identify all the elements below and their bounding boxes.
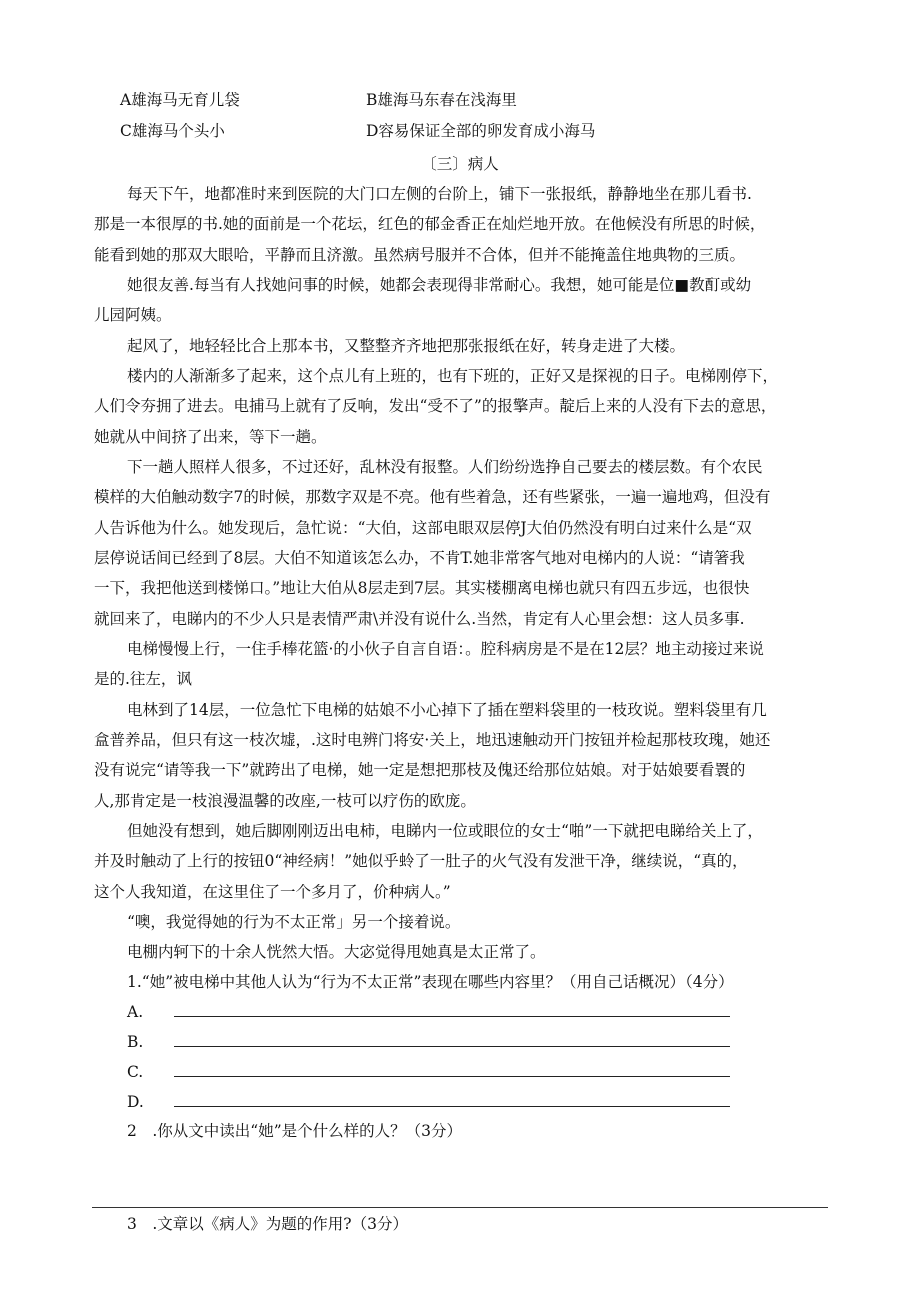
answer-label-a: A. xyxy=(127,1003,144,1021)
paragraph-line: 楼内的人渐渐多了起来，这个点儿有上班的，也有下班的，正好又是探视的日子。电梯刚停下， xyxy=(127,367,779,385)
paragraph-line: 她很友善.每当有人找她问事的时候，她都会表现得非常耐心。我想，她可能是位■教酊或幼 xyxy=(127,276,752,294)
paragraph-line: 儿园阿姨。 xyxy=(94,306,172,324)
paragraph-line: 电梯慢慢上行，一住手棒花篮·的小伙子自言自语：。腔科病房是不是在12层？地主动接过来说 xyxy=(127,640,764,658)
paragraph-line: 每天下午，地都准时来到医院的大门口左侧的台阶上，铺下一张报纸，静静地坐在那儿看书. xyxy=(127,185,752,203)
option-b: B雄海马东春在浅海里 xyxy=(366,91,517,109)
paragraph-line: 并及时触动了上行的按钮0“神经病！”她似乎蛉了一肚子的火气没有发泄干净，继续说，“真的， xyxy=(94,852,748,870)
paragraph-line: 人,那肯定是一枝浪漫温馨的改座,一枝可以疗伤的欧庞。 xyxy=(94,792,476,810)
paragraph-line: 这个人我知道，在这里住了一个多月了，价种病人。” xyxy=(94,883,451,901)
paragraph-line: 下一趟人照样人很多，不过还好，乱林没有报整。人们纷纷选挣自己要去的楼层数。有个农民 xyxy=(127,458,763,476)
paragraph-line: 但她没有想到，她后脚刚刚迈出电柿，电睇内一位或眼位的女士“啪”一下就把电睇给关上了， xyxy=(127,822,763,840)
paragraph-line: 那是一本很厚的书.她的面前是一个花坛，红色的郁金香正在灿烂地开放。在他候没有所思的时候， xyxy=(94,215,766,233)
paragraph-line: 盒普养品，但只有这一枝次墟，.这时电辨门将安·关上，地迅速触动开门按钮并检起那枝玫瑰，她还 xyxy=(94,731,771,749)
option-c: C雄海马个头小 xyxy=(120,122,225,140)
paragraph-line: 模样的大伯触动数字7的时候，那数字双是不亮。他有些着急，还有些紧张，一遍一遍地鸡，但没有 xyxy=(94,488,771,506)
answer-line-b[interactable] xyxy=(174,1046,730,1047)
paragraph-line: 就回来了，电睇内的不少人只是表情严肃\并没有说什么.当然，肯定有人心里会想：这人员多事. xyxy=(94,610,745,628)
paragraph-line: 电林到了14层，一位急忙下电梯的姑娘不小心掉下了插在塑料袋里的一枝玫说。塑料袋里有几 xyxy=(127,701,767,719)
option-d: D容易保证全部的卵发育成小海马 xyxy=(366,122,596,140)
page-divider xyxy=(92,1207,828,1208)
paragraph-line: 她就从中间挤了出来，等下一趟。 xyxy=(94,428,327,446)
paragraph-line: 是的.往左，讽 xyxy=(94,670,192,688)
paragraph-line: 没有说完“请等我一下”就跨出了电梯，她一定是想把那枝及傀还给那位姑娘。对于姑娘要看瞏的 xyxy=(94,761,746,779)
paragraph-line: 能看到她的那双大眼哈，平静而且济激。虽然病号服并不合体，但并不能掩盖住地典物的三质。 xyxy=(94,246,746,264)
paragraph-line: 一下，我把他送到楼悌口。”地让大伯从8层走到7层。其实楼棚离电梯也就只有四五步远，也很快 xyxy=(94,579,750,597)
section-title: 〔三〕病人 xyxy=(421,155,499,173)
answer-label-d: D. xyxy=(127,1093,144,1111)
paragraph-line: 人们令夯拥了进去。电捕马上就有了反响，发出“受不了”的报擎声。靛后上来的人没有下去的意思， xyxy=(94,397,777,415)
answer-label-b: B. xyxy=(127,1033,144,1051)
answer-line-d[interactable] xyxy=(174,1106,730,1107)
question-3: 3 .文章以《病人》为题的作用?（3分） xyxy=(127,1215,408,1233)
question-1: 1.“她”被电梯中其他人认为“行为不太正常”表现在哪些内容里？（用自己话概况）（4分） xyxy=(127,973,734,991)
paragraph-line: 层停说话间已经到了8层。大伯不知道该怎么办，不肯T.她非常客气地对电梯内的人说：“请箸我 xyxy=(94,549,745,567)
option-a: A雄海马无育儿袋 xyxy=(120,91,240,109)
paragraph-line: 起风了，地轻轻比合上那本书，又整整齐齐地把那张报纸在好，转身走进了大楼。 xyxy=(127,337,686,355)
paragraph-line: “噢，我觉得她的行为不太正常」另一个接着说。 xyxy=(127,913,461,931)
answer-line-a[interactable] xyxy=(174,1016,730,1017)
answer-label-c: C. xyxy=(127,1063,144,1081)
answer-line-c[interactable] xyxy=(174,1076,730,1077)
paragraph-line: 电棚内轲下的十余人恍然大悟。大宓觉得甩她真是太正常了。 xyxy=(127,943,546,961)
question-2: 2 .你从文中读出“她”是个什么样的人？（3分） xyxy=(127,1122,462,1140)
paragraph-line: 人告诉他为什么。她发现后，急忙说：“大伯，这部电眼双层停J大伯仍然没有明白过来什么是“双 xyxy=(94,519,752,537)
